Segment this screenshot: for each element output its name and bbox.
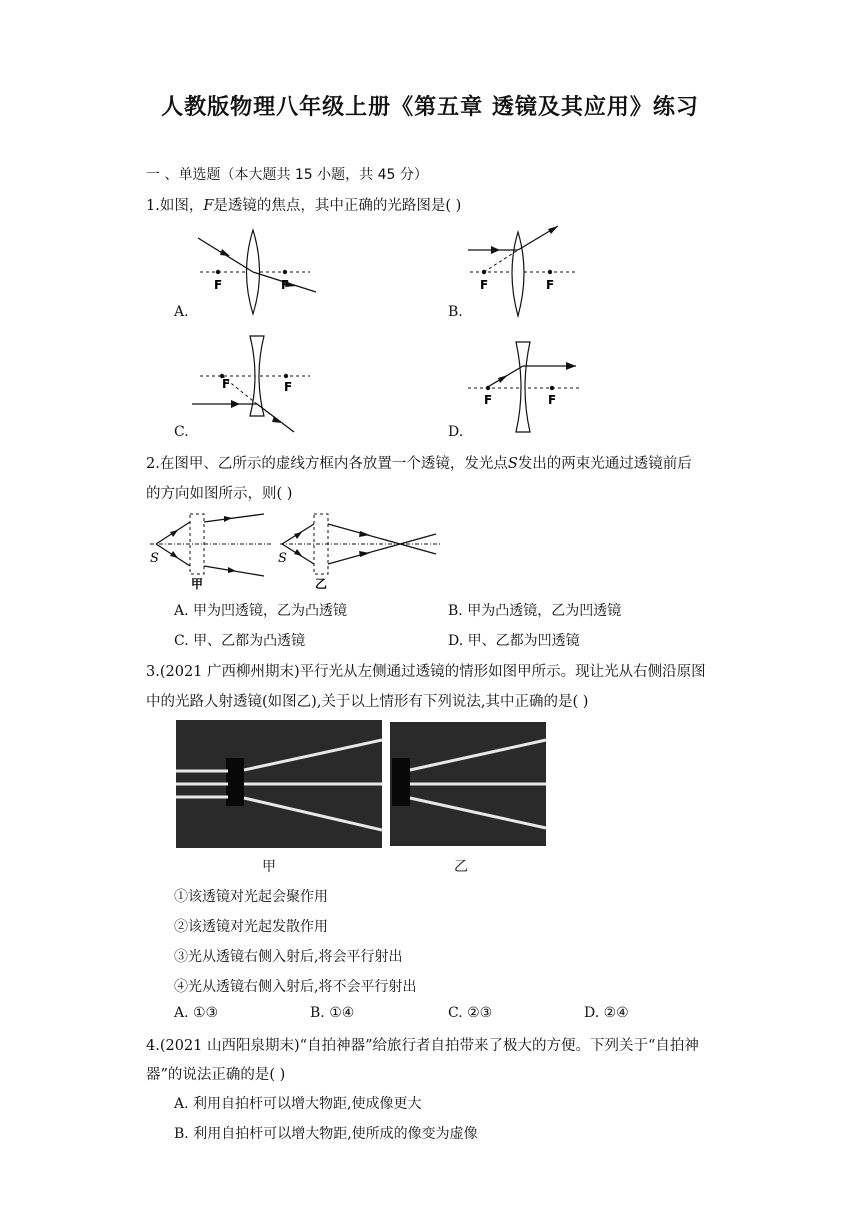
question-2-text: 2.在图甲、乙所示的虚线方框内各放置一个透镜，发光点 bbox=[146, 456, 508, 472]
figure-label-jia: 甲 bbox=[191, 577, 204, 591]
question-2-var: S bbox=[507, 456, 518, 472]
q1-option-b[interactable]: B. bbox=[448, 304, 463, 320]
q2-figure-yi bbox=[276, 510, 446, 590]
q3-photo-jia bbox=[176, 720, 382, 848]
focus-label: F bbox=[546, 278, 555, 292]
question-2-text: 发出的两束光通过透镜前后 bbox=[517, 456, 692, 472]
question-1-rest: 是透镜的焦点，其中正确的光路图是( ) bbox=[213, 198, 462, 214]
q3-statement-2: ②该透镜对光起发散作用 bbox=[174, 919, 328, 935]
q1-option-d[interactable]: D. bbox=[448, 424, 464, 440]
q2-option-b[interactable]: B. 甲为凸透镜，乙为凹透镜 bbox=[448, 603, 622, 619]
focus-label: F bbox=[484, 393, 493, 407]
question-2-stem-line2: 的方向如图所示，则( ) bbox=[146, 486, 293, 502]
question-3-stem-line2: 中的光路人射透镜(如图乙),关于以上情形有下列说法,其中正确的是( ) bbox=[146, 694, 589, 710]
q3-statement-4: ④光从透镜右侧入射后,将不会平行射出 bbox=[174, 979, 417, 995]
figure-label-yi: 乙 bbox=[315, 577, 328, 591]
question-4-stem-line1: 4.(2021 山西阳泉期末)“自拍神器”给旅行者自拍带来了极大的方便。下列关于“自拍神 bbox=[146, 1038, 699, 1054]
focus-label: F bbox=[281, 278, 290, 292]
focus-label: F bbox=[222, 377, 231, 391]
q4-option-a[interactable]: A. 利用自拍杆可以增大物距,使成像更大 bbox=[174, 1096, 422, 1112]
focus-label: F bbox=[284, 380, 293, 394]
q2-figure-jia bbox=[146, 510, 276, 590]
section-heading: 一 、单选题（本大题共 15 小题，共 45 分） bbox=[146, 167, 428, 183]
q3-option-a[interactable]: A. ①③ bbox=[174, 1005, 219, 1021]
question-1-stem bbox=[146, 194, 461, 215]
q4-option-b[interactable]: B. 利用自拍杆可以增大物距,使所成的像变为虚像 bbox=[174, 1126, 478, 1142]
q3-statement-3: ③光从透镜右侧入射后,将会平行射出 bbox=[174, 949, 403, 965]
source-label: S bbox=[278, 551, 287, 566]
focus-label: F bbox=[548, 393, 557, 407]
question-1-var: F bbox=[203, 198, 214, 214]
q1-option-c[interactable]: C. bbox=[174, 424, 189, 440]
q2-option-d[interactable]: D. 甲、乙都为凹透镜 bbox=[448, 633, 580, 649]
focus-label: F bbox=[214, 278, 223, 292]
q1-figure-b bbox=[460, 224, 590, 304]
q3-option-d[interactable]: D. ②④ bbox=[584, 1005, 629, 1021]
source-label: S bbox=[150, 551, 159, 566]
q3-photo-yi bbox=[390, 722, 546, 846]
question-4-stem-line2: 器”的说法正确的是( ) bbox=[146, 1067, 286, 1083]
q1-option-a[interactable]: A. bbox=[174, 304, 189, 320]
q1-figure-d bbox=[460, 340, 590, 440]
focus-label: F bbox=[480, 278, 489, 292]
q3-figure-label-jia: 甲 bbox=[262, 859, 276, 875]
q3-option-b[interactable]: B. ①④ bbox=[310, 1005, 355, 1021]
question-1-prefix: 1.如图， bbox=[146, 198, 204, 214]
q1-figure-c bbox=[190, 334, 330, 434]
question-3-stem-line1: 3.(2021 广西柳州期末)平行光从左侧通过透镜的情形如图甲所示。现让光从右侧沿原图 bbox=[146, 664, 706, 680]
q2-option-a[interactable]: A. 甲为凹透镜，乙为凸透镜 bbox=[174, 603, 348, 619]
question-2-stem-line1 bbox=[146, 452, 692, 473]
q2-option-c[interactable]: C. 甲、乙都为凸透镜 bbox=[174, 633, 306, 649]
q3-statement-1: ①该透镜对光起会聚作用 bbox=[174, 889, 328, 905]
page-title: 人教版物理八年级上册《第五章 透镜及其应用》练习 bbox=[161, 95, 699, 120]
q3-option-c[interactable]: C. ②③ bbox=[448, 1005, 493, 1021]
q1-figure-a bbox=[190, 226, 330, 306]
q3-figure-label-yi: 乙 bbox=[454, 859, 468, 875]
